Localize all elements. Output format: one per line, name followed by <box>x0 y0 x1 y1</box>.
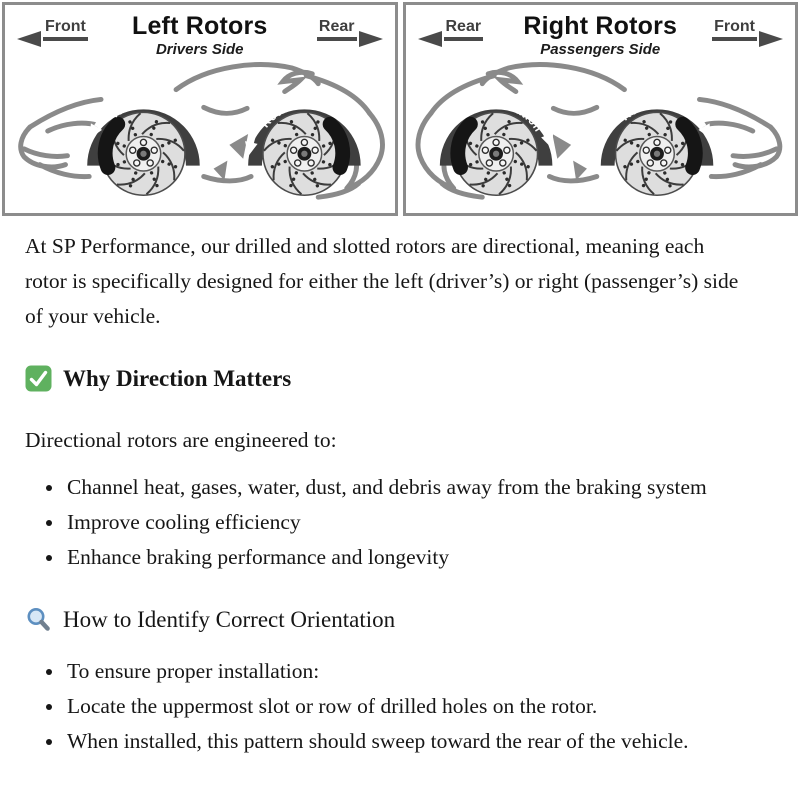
magnifying-glass-icon <box>25 606 52 633</box>
direction-text: Rear <box>318 18 355 35</box>
section-heading-identify-orientation <box>25 601 766 638</box>
left-car-illustration <box>5 58 395 213</box>
list-item: • Channel heat, gases, water, dust, and debris away from the braking system <box>65 470 725 505</box>
section-heading-why-direction-matters <box>25 360 766 397</box>
list-item: • When installed, this pattern should sweep toward the rear of the vehicle. <box>65 724 725 759</box>
direction-text: Front <box>45 18 86 35</box>
rotor-direction-diagram <box>0 0 800 216</box>
direction-text: Rear <box>445 18 482 35</box>
list-item: • Locate the uppermost slot or row of drilled holes on the rotor. <box>65 689 725 724</box>
heading-text: How to Identify Correct Orientation <box>63 606 396 632</box>
list-item: • To ensure proper installation: <box>65 654 725 689</box>
list-item: • Enhance braking performance and longevity <box>65 540 725 575</box>
panel-subtitle: Passengers Side <box>540 41 661 58</box>
rotation-label: Rotation <box>259 99 312 131</box>
list-item: • Improve cooling efficiency <box>65 505 725 540</box>
panel-subtitle: Drivers Side <box>155 41 244 58</box>
rotation-label: Rotation <box>110 99 167 121</box>
right-car-illustration <box>406 58 796 213</box>
right-panel-header <box>406 5 796 58</box>
rear-direction-label <box>416 14 508 41</box>
left-rotors-panel <box>2 2 398 216</box>
panel-title: Right Rotors <box>523 12 678 40</box>
direction-text: Front <box>714 18 755 35</box>
arrow-left-icon <box>17 31 41 47</box>
article-body <box>0 216 800 773</box>
arrow-left-icon <box>418 31 442 47</box>
right-rotors-panel <box>403 2 799 216</box>
rear-direction-label <box>293 14 385 41</box>
orientation-steps-list <box>25 654 725 759</box>
front-direction-label <box>15 14 107 41</box>
front-direction-label <box>693 14 785 41</box>
lead-paragraph: Directional rotors are engineered to: <box>25 427 337 452</box>
green-checkmark-icon <box>25 365 52 392</box>
heading-text: Why Direction Matters <box>63 366 292 392</box>
arrow-right-icon <box>759 31 783 47</box>
arrow-right-icon <box>359 31 383 47</box>
rotation-label: Rotation <box>494 99 544 135</box>
intro-paragraph: At SP Performance, our drilled and slotted rotors are directional, meaning each rotor is specifically designed for either the left (driver’s) or right (passenger’s) side of your vehicle. <box>25 234 739 329</box>
rotation-label: Rotation <box>619 99 675 124</box>
panel-title: Left Rotors <box>131 12 268 40</box>
left-panel-header <box>5 5 395 58</box>
benefits-list <box>25 470 725 575</box>
